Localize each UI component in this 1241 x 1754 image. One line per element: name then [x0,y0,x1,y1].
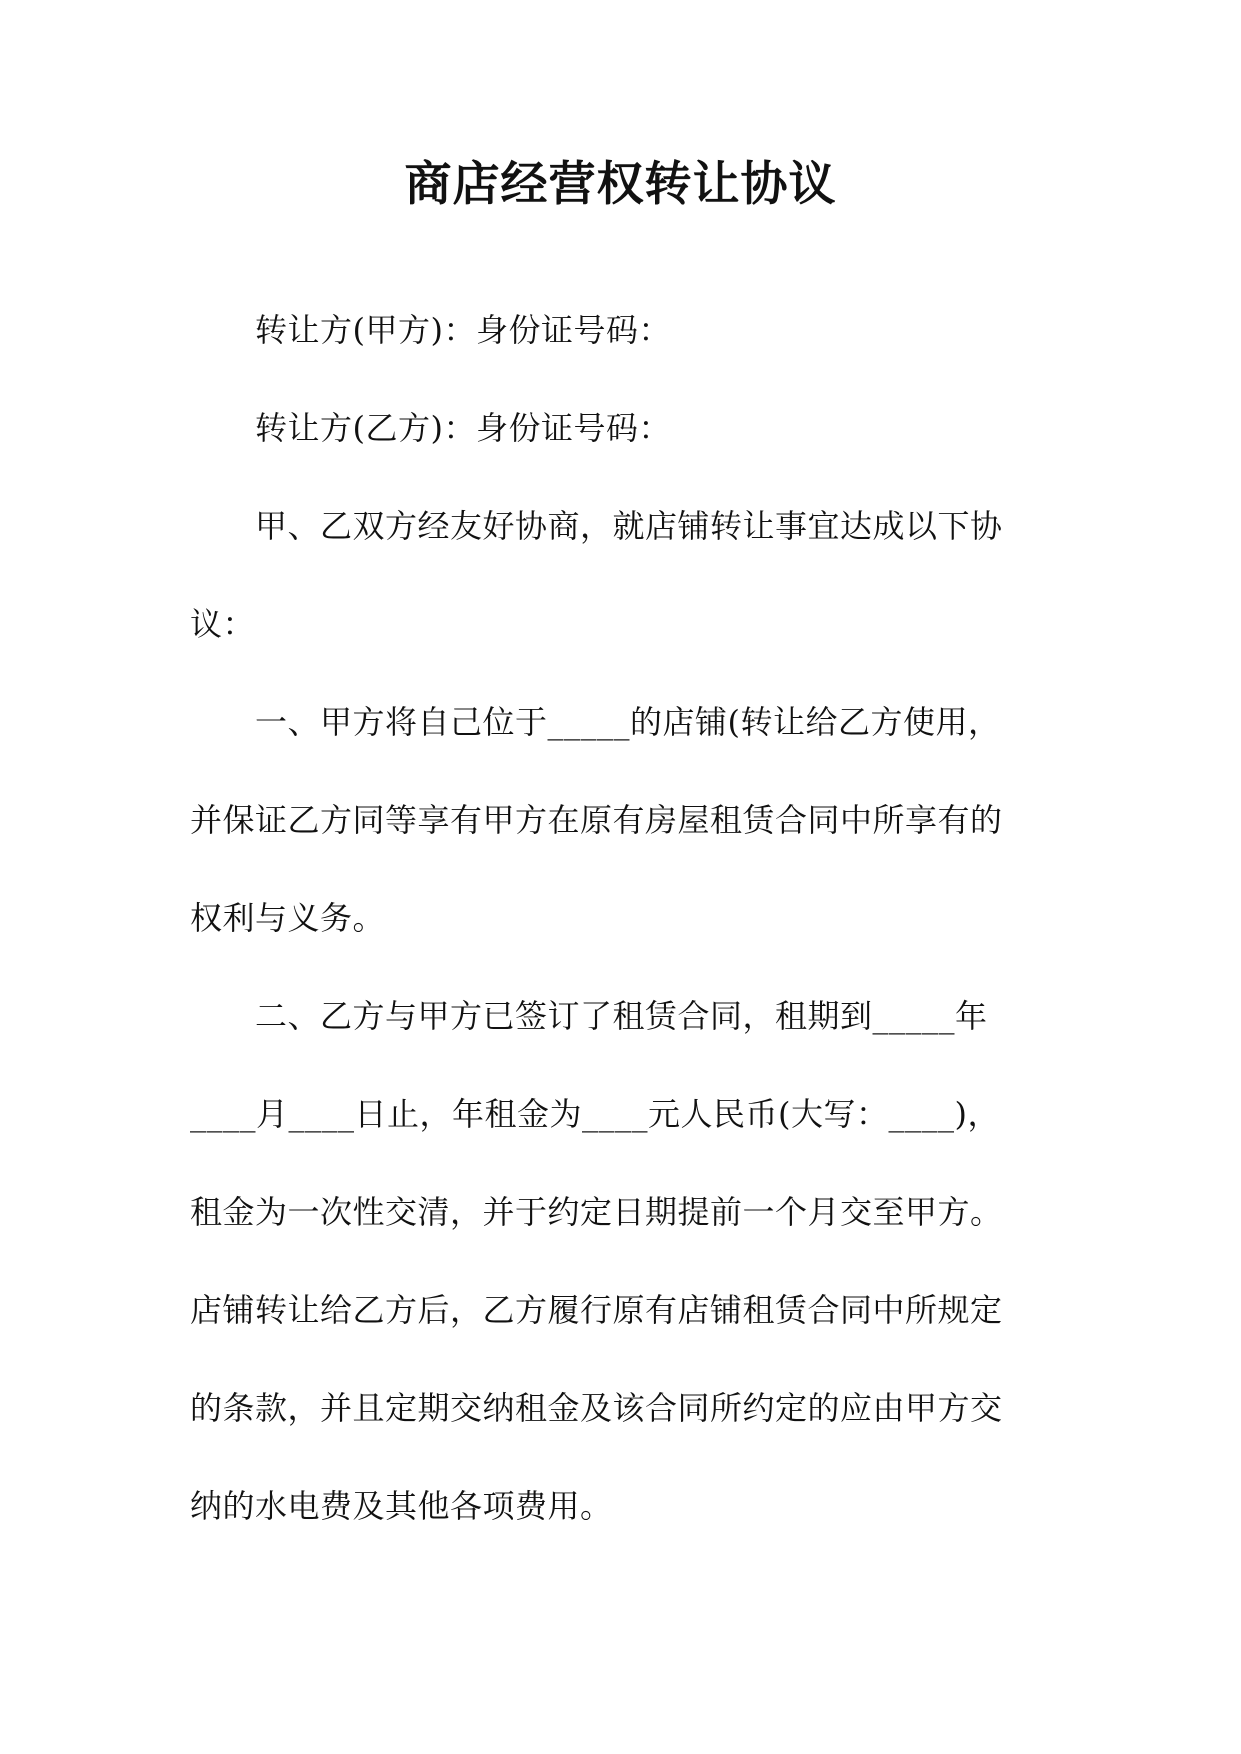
clause-2-line-1: 二、乙方与甲方已签订了租赁合同，租期到_____年 [255,997,988,1035]
clause-1-line-3: 权利与义务。 [190,899,386,937]
clause-1-line-2: 并保证乙方同等享有甲方在原有房屋租赁合同中所享有的 [190,801,1003,839]
clause-2-line-4: 店铺转让给乙方后，乙方履行原有店铺租赁合同中所规定 [190,1291,1003,1329]
document-title: 商店经营权转让协议 [404,157,837,212]
clause-1-line-1: 一、甲方将自己位于_____的店铺(转让给乙方使用， [255,703,1001,741]
intro-line-2: 议： [190,605,256,643]
clause-2-line-3: 租金为一次性交清，并于约定日期提前一个月交至甲方。 [190,1193,1003,1231]
clause-2-line-6: 纳的水电费及其他各项费用。 [190,1487,613,1525]
clause-2-line-2: ____月____日止，年租金为____元人民币(大写：____)， [190,1095,1000,1133]
party-b-line: 转让方(乙方)：身份证号码： [255,409,671,447]
clause-2-line-5: 的条款，并且定期交纳租金及该合同所约定的应由甲方交 [190,1389,1003,1427]
party-a-line: 转让方(甲方)：身份证号码： [255,311,671,349]
intro-line-1: 甲、乙双方经友好协商，就店铺转让事宜达成以下协 [255,507,1003,545]
